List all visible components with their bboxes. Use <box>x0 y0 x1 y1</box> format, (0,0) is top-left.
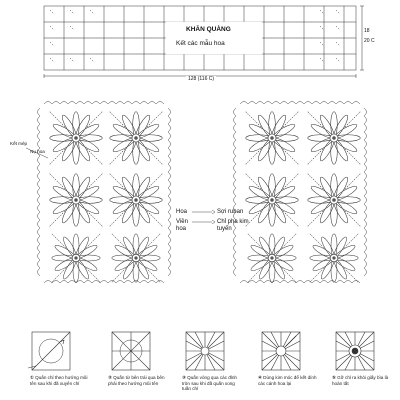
step-4-caption: ④ Dùng kim móc để kết dính các cánh hoa lại <box>258 375 317 386</box>
label-edge: Kết mép <box>10 141 28 146</box>
flower-motifs-left <box>50 112 163 282</box>
step-5-caption: ⑤ Gỡ chỉ ra khỏi giấy bìa là hoàn tất <box>332 375 389 386</box>
schematic-subtitle: Kết các mẫu hoa <box>176 40 225 47</box>
step-3-caption: ③ Quấn vòng qua các đỉnh tròn sau khi đã quấn xong tuần chỉ <box>182 375 237 392</box>
flower-motifs-right <box>246 112 361 282</box>
legend-metallic-thread: Chỉ pha kim tuyến <box>217 219 249 232</box>
dimension-width: 128 (116 C) <box>188 76 215 82</box>
step-1-caption: ① Quấn chỉ theo hướng mũi tên sau khi đã xuyên chỉ <box>30 375 88 386</box>
schematic-title: KHĂN QUÀNG <box>186 26 231 33</box>
motif-block-left <box>38 102 171 284</box>
dimension-height: 18 <box>364 28 370 34</box>
step-2-caption: ② Quấn từ bên trái qua bên phải theo hướng mũi tên <box>108 375 165 386</box>
step-1-diagram <box>28 332 70 370</box>
label-flower-bud: Nụ hoa <box>30 149 45 154</box>
dimension-height-alt: 20 C <box>364 38 375 44</box>
step-diagrams <box>28 332 374 370</box>
legend-ribbon: Sợi ruban <box>217 209 244 215</box>
step-3-diagram <box>186 332 224 370</box>
legend-flower: Hoa <box>176 209 188 215</box>
legend-border: Viền hoa <box>176 219 188 232</box>
motif-block-right <box>234 102 367 284</box>
step-2-diagram <box>112 332 150 370</box>
step-5-diagram <box>336 332 374 370</box>
step-4-diagram <box>262 332 300 370</box>
